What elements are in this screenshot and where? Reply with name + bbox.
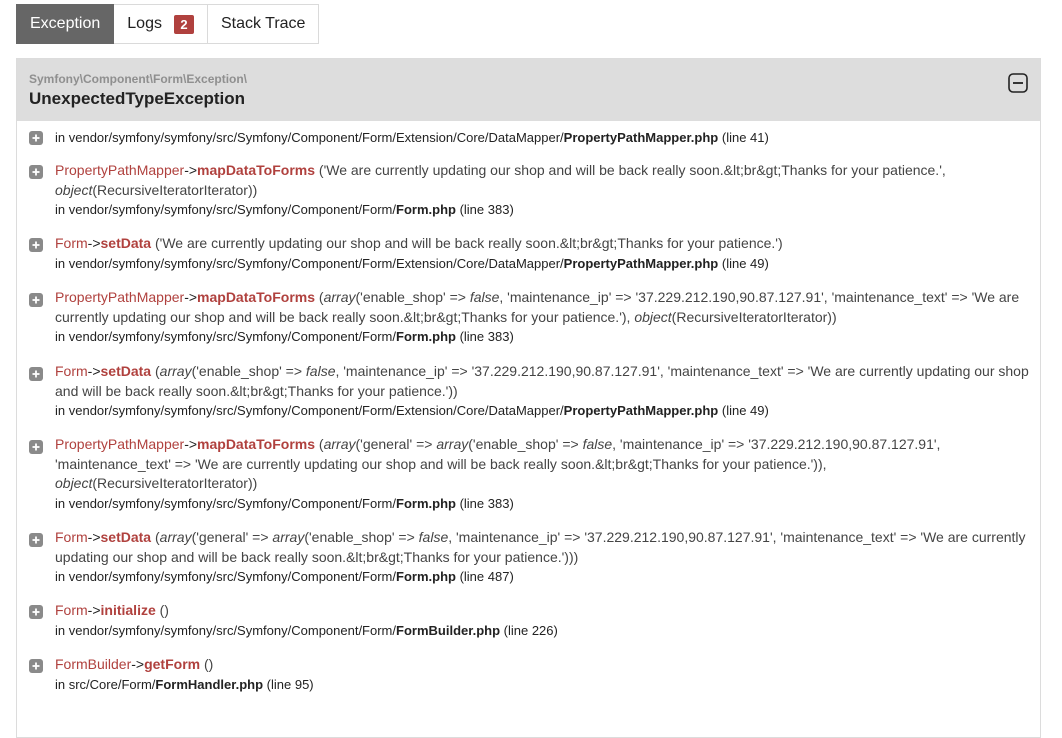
trace-args: (RecursiveIteratorIterator))	[92, 475, 258, 491]
trace-method: setData	[100, 363, 152, 379]
trace-item	[29, 362, 1030, 421]
trace-location	[55, 254, 1030, 274]
expand-icon[interactable]	[29, 605, 43, 619]
trace-args: ('enable_shop' =>	[304, 529, 419, 545]
trace-file: Form.php	[396, 569, 456, 584]
trace-call	[55, 435, 1030, 494]
trace-class: PropertyPathMapper	[55, 436, 185, 452]
trace-arrow: ->	[184, 436, 198, 452]
expand-icon[interactable]	[29, 131, 43, 145]
trace-location	[55, 327, 1030, 347]
trace-args: ('enable_shop' =>	[468, 436, 583, 452]
trace-method: mapDataToForms	[197, 436, 316, 452]
trace-file: FormHandler.php	[155, 676, 264, 692]
trace-args: ('We are currently updating our shop and will be back really soon.&lt;br&gt;Thanks for your patience.',	[315, 162, 946, 178]
trace-class: Form	[55, 529, 88, 545]
trace-line: (line 49)	[721, 255, 769, 271]
trace-args-type: false	[582, 436, 613, 452]
trace-args-type: object	[55, 181, 93, 198]
trace-item	[29, 435, 1030, 513]
trace-method: setData	[100, 235, 152, 251]
trace-args-type: array	[272, 529, 305, 545]
trace-args: (RecursiveIteratorIterator))	[671, 308, 837, 325]
trace-args-type: array	[436, 436, 469, 452]
trace-method: getForm	[144, 656, 201, 672]
logs-count-badge: 2	[174, 15, 194, 34]
trace-file: Form.php	[396, 495, 456, 511]
trace-args-type: false	[469, 289, 500, 305]
trace-location	[55, 128, 1030, 148]
trace-path: in vendor/symfony/symfony/src/Symfony/Component/Form/	[55, 329, 397, 344]
trace-args: , 'maintenance_ip' => '37.229.212.190,90.87.127.91', 'maintenance_text' => 'We are currently updating our shop and will be back really soon.&lt;br&gt;Thanks for your patience.'))	[55, 363, 1029, 399]
exception-panel	[16, 58, 1041, 738]
trace-path: in vendor/symfony/symfony/src/Symfony/Component/Form/	[55, 569, 397, 584]
trace-args-type: false	[305, 363, 336, 379]
expand-icon[interactable]	[29, 293, 43, 307]
trace-path: in vendor/symfony/symfony/src/Symfony/Component/Form/Extension/Core/DataMapper/	[55, 255, 564, 271]
trace-class: PropertyPathMapper	[55, 289, 185, 305]
trace-path: in vendor/symfony/symfony/src/Symfony/Component/Form/	[55, 622, 397, 638]
expand-icon[interactable]	[29, 533, 43, 547]
trace-call	[55, 362, 1030, 401]
trace-arrow: ->	[87, 363, 101, 379]
trace-line: (line 383)	[459, 329, 514, 344]
expand-icon[interactable]	[29, 238, 43, 252]
trace-method: mapDataToForms	[197, 289, 316, 305]
expand-icon[interactable]	[29, 165, 43, 179]
trace-args-type: array	[323, 289, 356, 305]
trace-args-type: array	[323, 436, 356, 452]
trace-args: ('general' =>	[355, 436, 437, 452]
trace-args: (	[315, 436, 324, 452]
trace-method: mapDataToForms	[197, 162, 316, 178]
trace-args-type: object	[55, 475, 93, 491]
trace-class: Form	[55, 602, 88, 618]
trace-path: in vendor/symfony/symfony/src/Symfony/Component/Form/	[55, 202, 397, 217]
trace-args: (RecursiveIteratorIterator))	[92, 181, 258, 198]
trace-file: FormBuilder.php	[396, 622, 501, 638]
exception-class: UnexpectedTypeException	[29, 89, 246, 108]
trace-path: in vendor/symfony/symfony/src/Symfony/Component/Form/	[55, 495, 397, 511]
trace-item	[29, 655, 1030, 694]
trace-path: in vendor/symfony/symfony/src/Symfony/Component/Form/Extension/Core/DataMapper/	[55, 130, 564, 145]
trace-args: , 'maintenance_ip' => '37.229.212.190,90.87.127.91', 'maintenance_text' => 'We are currently updating our shop and will be back really soon.&lt;br&gt;Thanks for your patience.')),	[55, 436, 941, 472]
trace-args-type: false	[418, 529, 449, 545]
trace-file: Form.php	[396, 202, 456, 217]
trace-file: PropertyPathMapper.php	[563, 130, 719, 145]
trace-location	[55, 675, 1030, 695]
trace-call	[55, 234, 1030, 254]
trace-method: setData	[100, 529, 152, 545]
trace-class: Form	[55, 235, 88, 251]
trace-method: initialize	[100, 602, 156, 618]
collapse-icon[interactable]	[1008, 73, 1028, 93]
trace-line: (line 95)	[266, 676, 314, 692]
trace-file: PropertyPathMapper.php	[563, 403, 719, 418]
trace-args: ('general' =>	[191, 529, 273, 545]
trace-class: Form	[55, 363, 88, 379]
trace-item	[29, 161, 1030, 220]
trace-class: PropertyPathMapper	[55, 162, 185, 178]
expand-icon[interactable]	[29, 659, 43, 673]
trace-line: (line 383)	[459, 202, 514, 217]
trace-arrow: ->	[87, 235, 101, 251]
trace-call	[55, 161, 1030, 200]
trace-args: ('We are currently updating our shop and will be back really soon.&lt;br&gt;Thanks for your patience.')	[151, 235, 783, 251]
trace-args: ('enable_shop' =>	[355, 289, 470, 305]
tab-stack-trace[interactable]	[208, 4, 319, 44]
trace-file: PropertyPathMapper.php	[563, 255, 719, 271]
trace-args: ()	[200, 656, 214, 672]
trace-line: (line 49)	[721, 403, 769, 418]
trace-call	[55, 601, 1030, 621]
trace-item	[29, 601, 1030, 640]
trace-args-type: array	[159, 529, 192, 545]
trace-class: FormBuilder	[55, 656, 132, 672]
trace-file: Form.php	[396, 329, 456, 344]
trace-location	[55, 200, 1030, 220]
tab-stack-trace-label: Stack Trace	[220, 15, 306, 32]
trace-item	[29, 234, 1030, 273]
trace-args: (	[151, 363, 160, 379]
exception-header	[17, 59, 1040, 121]
trace-arrow: ->	[87, 602, 101, 618]
trace-args: , 'maintenance_ip' => '37.229.212.190,90.87.127.91', 'maintenance_text' => 'We are currently updating our shop and will be back really soon.&lt;br&gt;Thanks for your patience.'),	[55, 289, 1020, 325]
tab-logs-label: Logs	[127, 15, 162, 32]
trace-location	[55, 567, 1030, 587]
trace-line: (line 487)	[459, 569, 514, 584]
trace-args: (	[315, 289, 324, 305]
trace-args: , 'maintenance_ip' => '37.229.212.190,90.87.127.91', 'maintenance_text' => 'We are currently updating our shop and will be back really soon.&lt;br&gt;Thanks for your patience.')))	[55, 529, 1026, 565]
trace-args: ('enable_shop' =>	[191, 363, 306, 379]
trace-location	[55, 621, 1030, 641]
tab-exception-label: Exception	[30, 15, 101, 32]
trace-arrow: ->	[184, 289, 198, 305]
trace-call	[55, 655, 1030, 675]
trace-item	[29, 128, 1030, 148]
trace-arrow: ->	[184, 162, 198, 178]
trace-line: (line 383)	[459, 495, 514, 511]
trace-call	[55, 528, 1030, 567]
trace-call	[55, 288, 1030, 327]
trace-args: ()	[155, 602, 169, 618]
trace-arrow: ->	[87, 529, 101, 545]
exception-namespace: Symfony\Component\Form\Exception\	[29, 72, 248, 86]
expand-icon[interactable]	[29, 367, 43, 381]
trace-args-type: object	[634, 308, 672, 325]
tab-bar	[16, 4, 319, 44]
trace-location	[55, 494, 1030, 514]
trace-arrow: ->	[131, 656, 145, 672]
trace-item	[29, 288, 1030, 347]
trace-line: (line 226)	[503, 622, 558, 638]
trace-args: (	[151, 529, 160, 545]
trace-location	[55, 401, 1030, 421]
expand-icon[interactable]	[29, 440, 43, 454]
trace-args-type: array	[159, 363, 192, 379]
tab-exception[interactable]	[16, 4, 114, 44]
tab-logs[interactable]	[114, 4, 208, 44]
trace-path: in src/Core/Form/	[55, 676, 156, 692]
trace-item	[29, 528, 1030, 587]
trace-path: in vendor/symfony/symfony/src/Symfony/Component/Form/Extension/Core/DataMapper/	[55, 403, 564, 418]
trace-line: (line 41)	[721, 130, 769, 145]
